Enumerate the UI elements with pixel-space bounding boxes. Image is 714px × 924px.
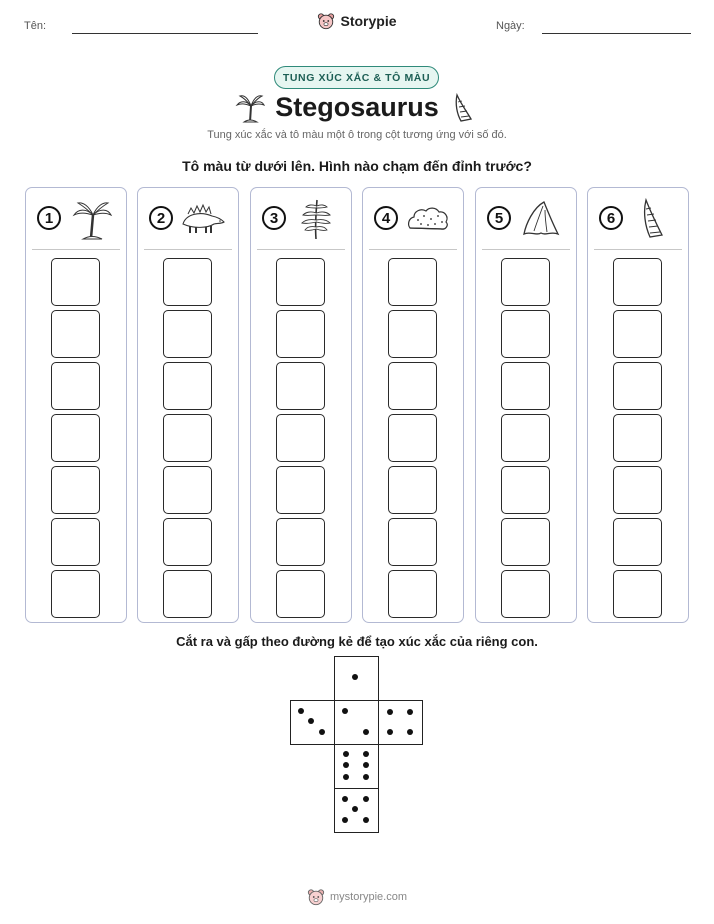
color-box[interactable] [51, 310, 100, 358]
color-box[interactable] [388, 362, 437, 410]
instruction: Tô màu từ dưới lên. Hình nào chạm đến đỉnh trước? [182, 158, 532, 174]
subtitle: Tung xúc xắc và tô màu một ô trong cột tương ứng với số đó. [207, 129, 507, 141]
pip [352, 806, 358, 812]
color-box[interactable] [613, 518, 662, 566]
column-5 [475, 187, 577, 623]
pip [319, 729, 325, 735]
color-box[interactable] [501, 518, 550, 566]
brand-logo [0, 12, 714, 30]
column-number: 4 [374, 206, 398, 230]
column-divider [257, 249, 345, 250]
color-box[interactable] [613, 258, 662, 306]
fern-leaf-icon [293, 198, 339, 240]
column-divider [144, 249, 232, 250]
die-face-4 [378, 700, 423, 745]
column-divider [482, 249, 570, 250]
color-box[interactable] [51, 362, 100, 410]
column-6 [587, 187, 689, 623]
color-box[interactable] [501, 362, 550, 410]
horn-shell-icon [630, 198, 676, 240]
column-2 [137, 187, 239, 623]
footer-url[interactable]: mystorypie.com [329, 891, 408, 903]
name-line [72, 33, 258, 34]
pip [363, 817, 369, 823]
die-face-3 [290, 700, 335, 745]
color-box[interactable] [613, 414, 662, 462]
page-title: Stegosaurus [275, 92, 439, 122]
color-box[interactable] [51, 258, 100, 306]
color-box[interactable] [276, 414, 325, 462]
color-box[interactable] [613, 570, 662, 618]
pip [387, 729, 393, 735]
brand-name: Storypie [340, 13, 397, 29]
pip [387, 709, 393, 715]
activity-badge: TUNG XÚC XẮC & TÔ MÀU [274, 66, 439, 89]
color-box[interactable] [613, 310, 662, 358]
pip [298, 708, 304, 714]
color-box[interactable] [163, 570, 212, 618]
pip [363, 796, 369, 802]
pip [343, 751, 349, 757]
color-box[interactable] [163, 362, 212, 410]
horn-shell-icon [449, 92, 475, 124]
stegosaurus-icon [180, 198, 226, 240]
pip [342, 796, 348, 802]
color-box[interactable] [276, 362, 325, 410]
column-number: 1 [37, 206, 61, 230]
column-3 [250, 187, 352, 623]
color-box[interactable] [388, 310, 437, 358]
color-box[interactable] [276, 258, 325, 306]
color-box[interactable] [276, 466, 325, 514]
pip [342, 708, 348, 714]
color-box[interactable] [163, 310, 212, 358]
date-line [542, 33, 691, 34]
pip [363, 762, 369, 768]
die-face-1 [334, 656, 379, 701]
pip [342, 817, 348, 823]
color-box[interactable] [388, 258, 437, 306]
column-divider [594, 249, 682, 250]
column-number: 3 [262, 206, 286, 230]
color-box[interactable] [388, 466, 437, 514]
color-box[interactable] [51, 414, 100, 462]
bush-icon [405, 198, 451, 240]
pip [363, 774, 369, 780]
color-box[interactable] [51, 570, 100, 618]
palm-tree-icon [68, 198, 114, 240]
pip [363, 729, 369, 735]
cut-instruction: Cắt ra và gấp theo đường kẻ để tạo xúc xắc của riêng con. [176, 634, 538, 649]
color-box[interactable] [501, 466, 550, 514]
stegosaurus-plate-icon [518, 198, 564, 240]
column-number: 5 [487, 206, 511, 230]
pip [343, 762, 349, 768]
footer [0, 888, 714, 906]
color-box[interactable] [163, 414, 212, 462]
date-label: Ngày: [496, 20, 525, 32]
column-number: 2 [149, 206, 173, 230]
color-box[interactable] [51, 518, 100, 566]
die-face-6 [334, 744, 379, 789]
storypie-bear-icon [317, 12, 335, 30]
color-box[interactable] [51, 466, 100, 514]
pip [407, 709, 413, 715]
column-1 [25, 187, 127, 623]
color-box[interactable] [501, 310, 550, 358]
color-box[interactable] [501, 570, 550, 618]
color-box[interactable] [276, 310, 325, 358]
color-box[interactable] [388, 518, 437, 566]
color-box[interactable] [276, 570, 325, 618]
storypie-bear-icon [307, 888, 325, 906]
color-box[interactable] [501, 258, 550, 306]
pip [407, 729, 413, 735]
color-box[interactable] [388, 570, 437, 618]
pip [343, 774, 349, 780]
die-face-2 [334, 700, 379, 745]
color-box[interactable] [613, 362, 662, 410]
column-number: 6 [599, 206, 623, 230]
color-box[interactable] [501, 414, 550, 462]
pip [308, 718, 314, 724]
column-divider [32, 249, 120, 250]
color-box[interactable] [163, 466, 212, 514]
color-box[interactable] [276, 518, 325, 566]
name-label: Tên: [24, 20, 47, 32]
die-face-5 [334, 788, 379, 833]
pip [363, 751, 369, 757]
pip [352, 674, 358, 680]
column-4 [362, 187, 464, 623]
column-divider [369, 249, 457, 250]
color-box[interactable] [613, 466, 662, 514]
color-box[interactable] [163, 258, 212, 306]
color-box[interactable] [163, 518, 212, 566]
color-box[interactable] [388, 414, 437, 462]
